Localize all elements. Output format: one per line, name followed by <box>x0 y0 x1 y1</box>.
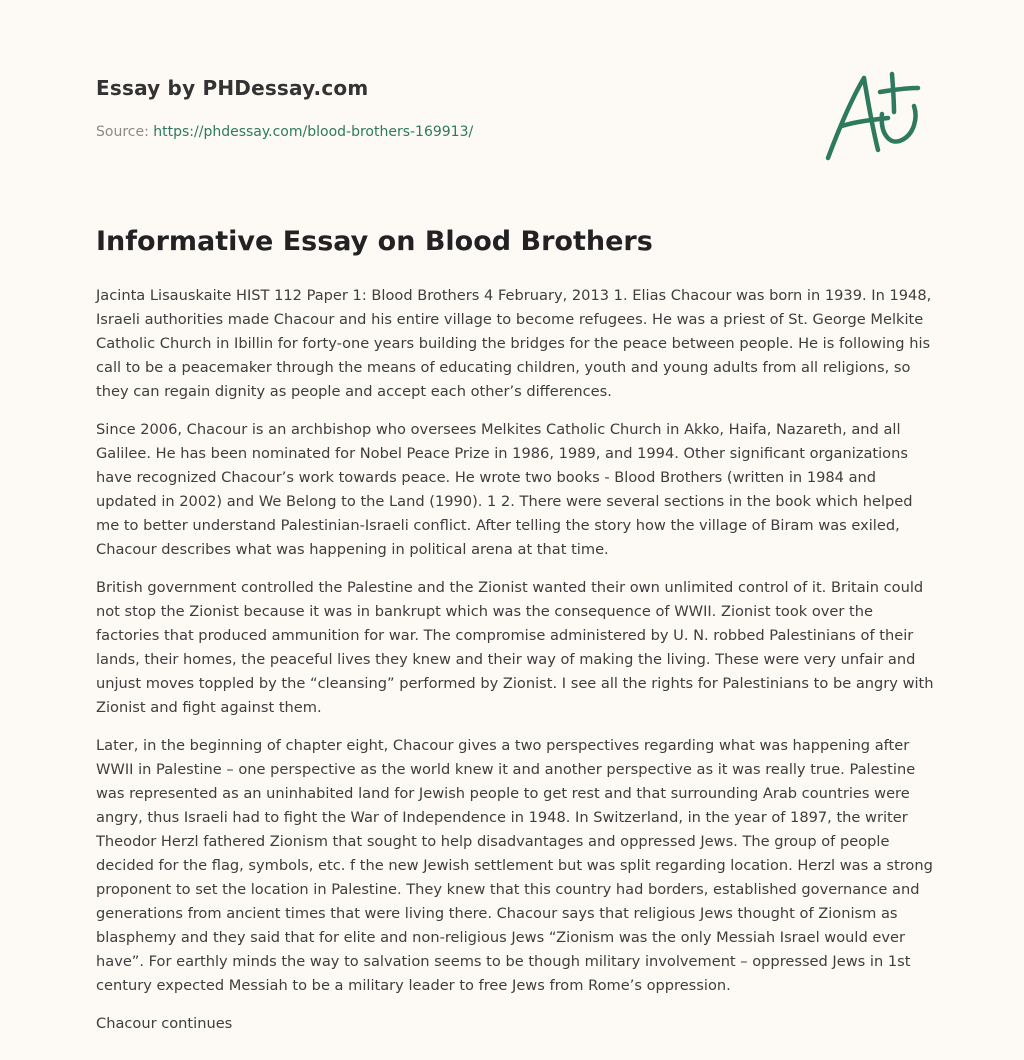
source-label: Source: <box>96 124 154 140</box>
essay-paragraph: Chacour continues <box>96 1015 233 1032</box>
essay-paragraph: British government controlled the Palestine and the Zionist wanted their own unlimited control of it. Britain could not stop the Zionist because it was in bankrupt which was the consequence of WWII. Zionist took over the factories that produced ammunition for war. The compromise administered by U. N. robbed Palestinians of their lands, their homes, the peaceful lives they knew and their way of making the living. These were very unfair and unjust moves toppled by the “cleansing” performed by Zionist. I see all the rights for Palestinians to be angry with Zionist and fight against them. <box>96 579 934 716</box>
essay-title: Informative Essay on Blood Brothers <box>96 226 653 257</box>
essay-body <box>96 284 936 1050</box>
a-plus-grade-icon <box>818 66 928 166</box>
site-title: Essay by PHDessay.com <box>96 76 369 100</box>
essay-paragraph: Since 2006, Chacour is an archbishop who oversees Melkites Catholic Church in Akko, Haifa, Nazareth, and all Galilee. He has been nominated for Nobel Peace Prize in 1986, 1989, and 1994. Other significant organizations have recognized Chacour’s work towards peace. He wrote two books - Blood Brothers (written in 1984 and updated in 2002) and We Belong to the Land (1990). 1 2. There were several sections in the book which helped me to better understand Palestinian-Israeli conflict. After telling the story how the village of Biram was exiled, Chacour describes what was happening in political arena at that time. <box>96 421 913 558</box>
essay-paragraph: Later, in the beginning of chapter eight, Chacour gives a two perspectives regarding what was happening after WWII in Palestine – one perspective as the world knew it and another perspective as it was really true. Palestine was represented as an uninhabited land for Jewish people to get rest and that surrounding Arab countries were angry, thus Israeli had to fight the War of Independence in 1948. In Switzerland, in the year of 1897, the writer Theodor Herzl fathered Zionism that sought to help disadvantages and oppressed Jews. The group of people decided for the flag, symbols, etc. f the new Jewish settlement but was split regarding location. Herzl was a strong proponent to set the location in Palestine. They knew that this country had borders, established governance and generations from ancient times that were living there. Chacour says that religious Jews thought of Zionism as blasphemy and they said that for elite and non-religious Jews “Zionism was the only Messiah Israel would ever have”. For earthly minds the way to salvation seems to be though military involvement – oppressed Jews in 1st century expected Messiah to be a military leader to free Jews from Rome’s oppression. <box>96 737 933 994</box>
essay-paragraph: Jacinta Lisauskaite HIST 112 Paper 1: Blood Brothers 4 February, 2013 1. Elias Chacour was born in 1939. In 1948, Israeli authorities made Chacour and his entire village to become refugees. He was a priest of St. George Melkite Catholic Church in Ibillin for forty-one years building the bridges for the peace between people. He is following his call to be a peacemaker through the means of educating children, youth and young adults from all religions, so they can regain dignity as people and accept each other’s differences. <box>96 287 932 400</box>
source-line <box>96 124 473 140</box>
source-link[interactable]: https://phdessay.com/blood-brothers-169913/ <box>153 124 474 140</box>
